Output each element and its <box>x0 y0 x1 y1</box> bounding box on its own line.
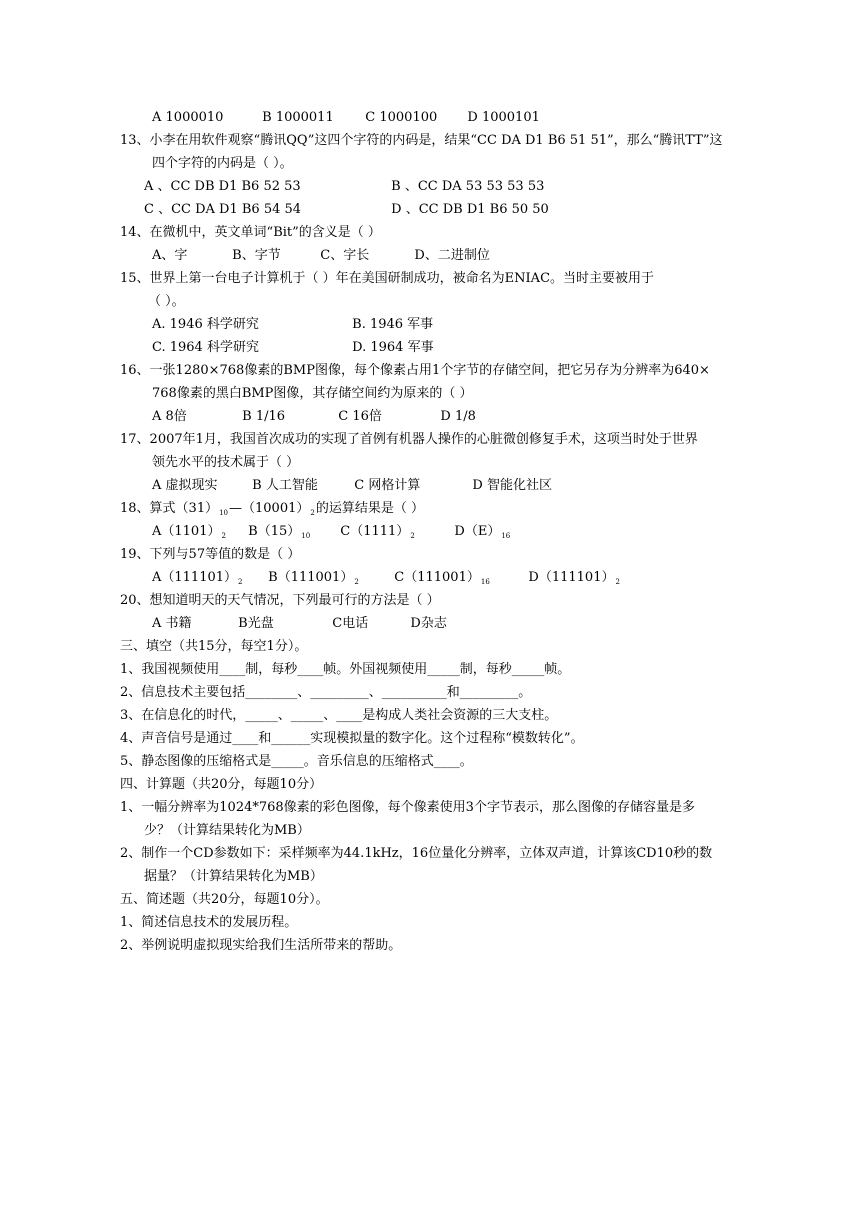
q14-option-b: B、字节 <box>232 248 281 263</box>
q18-option-d: $D(E)_{16}$ <box>454 524 511 540</box>
q16-question-line1: 16、一张1280×768像素的BMP图像，每个像素占用1个字节的存储空间，把它另存为分辨率为640× <box>120 363 710 378</box>
q16-option-a: A 8倍 <box>152 409 187 424</box>
q19-question: 19、下列与57等值的数是（ ） <box>120 547 301 562</box>
q16-question-line2: 768像素的黑白BMP图像，其存储空间约为原来的（ ） <box>152 386 473 401</box>
q13-options-row2 <box>120 198 785 221</box>
q12-option-b: B 1000011 <box>262 110 334 125</box>
q16-option-b: B 1/16 <box>242 409 286 424</box>
q20-option-c: C电话 <box>332 616 369 631</box>
section3-item-4: 4、声音信号是通过____和______实现模拟量的数字化。这个过程称“模数转化”。 <box>120 731 584 746</box>
q19-options <box>120 566 785 589</box>
q13-option-b: B 、CC DA 53 53 53 53 <box>391 179 545 194</box>
q14-question: 14、在微机中，英文单词“Bit”的含义是（ ） <box>120 225 381 240</box>
q15-options-row2 <box>120 336 785 359</box>
q18-question-post: 的运算结果是（ ） <box>315 501 424 516</box>
q18-sub-base2: 2 <box>310 509 315 517</box>
q18-question-pre: 18、算式（31） <box>120 501 219 516</box>
q18-options <box>120 520 785 543</box>
section4-q2-line2: 据量？（计算结果转化为MB） <box>144 869 323 884</box>
q18-question-mid: —（10001） <box>229 501 310 516</box>
section3-item-3: 3、在信息化的时代，_____、_____、____是构成人类社会资源的三大支柱。 <box>120 708 558 723</box>
q16-option-d: D 1/8 <box>440 409 476 424</box>
q17-option-a: A 虚拟现实 <box>152 478 218 493</box>
section3-item-5: 5、静态图像的压缩格式是_____。音乐信息的压缩格式____。 <box>120 754 473 769</box>
section5-item-2: 2、举例说明虚拟现实给我们生活所带来的帮助。 <box>120 938 402 953</box>
q18-sub-base10: 10 <box>219 509 229 517</box>
q20-options <box>120 612 785 635</box>
q17-question-line1: 17、2007年1月，我国首次成功的实现了首例有机器人操作的心脏微创修复手术，这项当时处于世界 <box>120 432 698 447</box>
q13-question-line1: 13、小李在用软件观察“腾讯QQ”这四个字符的内码是，结果“CC DA D1 B6 51 51”，那么“腾讯TT”这 <box>120 133 723 148</box>
section5-item-1: 1、简述信息技术的发展历程。 <box>120 915 298 930</box>
q13-question-line2: 四个字符的内码是（ ）。 <box>152 156 293 171</box>
q20-option-a: A 书籍 <box>152 616 192 631</box>
q16-option-c: C 16倍 <box>338 409 382 424</box>
q18-option-c: $C(1111)_2$ <box>340 524 415 540</box>
q20-option-d: D杂志 <box>410 616 447 631</box>
q15-option-b: B. 1946 军事 <box>352 317 434 332</box>
q12-options <box>120 106 785 129</box>
section4-q1-line2: 少？（计算结果转化为MB） <box>144 823 310 838</box>
q14-option-a: A、字 <box>152 248 188 263</box>
q12-option-a: A 1000010 <box>152 110 224 125</box>
q12-option-d: D 1000101 <box>467 110 540 125</box>
q18-option-a: $A(1101)_2$ <box>152 524 226 540</box>
section4-q1-line1: 1、一幅分辨率为1024*768像素的彩色图像，每个像素使用3个字节表示，那么图像的存储容量是多 <box>120 800 695 815</box>
q15-options-row1 <box>120 313 785 336</box>
q19-option-d: $D(111101)_2$ <box>528 570 620 586</box>
q18-option-b: $B(15)_{10}$ <box>248 524 311 540</box>
q19-option-c: $C(111001)_{16}$ <box>394 570 490 586</box>
section4-title: 四、计算题（共20分，每题10分） <box>120 777 323 792</box>
q15-option-c: C. 1964 科学研究 <box>152 340 259 355</box>
q15-question-line2: （ ）。 <box>148 294 185 309</box>
q17-options <box>120 474 785 497</box>
q14-option-c: C、字长 <box>320 248 370 263</box>
section3-title: 三、填空（共15分，每空1分）。 <box>120 639 308 654</box>
q17-question-line2: 领先水平的技术属于（ ） <box>152 455 300 470</box>
q15-question-line1: 15、世界上第一台电子计算机于（ ）年在美国研制成功，被命名为ENIAC。当时主要被用于 <box>120 271 655 286</box>
section3-item-2: 2、信息技术主要包括________、_________、__________和_________。 <box>120 685 532 700</box>
q13-option-d: D 、CC DB D1 B6 50 50 <box>391 202 549 217</box>
q19-option-b: $B(111001)_2$ <box>268 570 359 586</box>
section4-q2-line1: 2、制作一个CD参数如下：采样频率为44.1kHz，16位量化分辨率，立体双声道，计算该CD10秒的数 <box>120 846 713 861</box>
q13-option-c: C 、CC DA D1 B6 54 54 <box>144 202 302 217</box>
q12-option-c: C 1000100 <box>365 110 438 125</box>
q20-question: 20、想知道明天的天气情况，下列最可行的方法是（ ） <box>120 593 440 608</box>
q18-question <box>120 497 785 520</box>
q13-options-row1 <box>120 175 785 198</box>
q14-options <box>120 244 785 267</box>
q15-option-d: D. 1964 军事 <box>352 340 434 355</box>
q14-option-d: D、二进制位 <box>414 248 490 263</box>
q16-options <box>120 405 785 428</box>
section5-title: 五、简述题（共20分，每题10分）。 <box>120 892 329 907</box>
q17-option-d: D 智能化社区 <box>472 478 552 493</box>
q15-option-a: A. 1946 科学研究 <box>152 317 259 332</box>
q13-option-a: A 、CC DB D1 B6 52 53 <box>144 179 301 194</box>
q19-option-a: $A(111101)_2$ <box>152 570 243 586</box>
q20-option-b: B光盘 <box>238 616 274 631</box>
q17-option-c: C 网格计算 <box>354 478 421 493</box>
exam-page <box>120 106 785 957</box>
section3-item-1: 1、我国视频使用____制，每秒____帧。外国视频使用_____制，每秒_____帧。 <box>120 662 571 677</box>
q17-option-b: B 人工智能 <box>252 478 318 493</box>
